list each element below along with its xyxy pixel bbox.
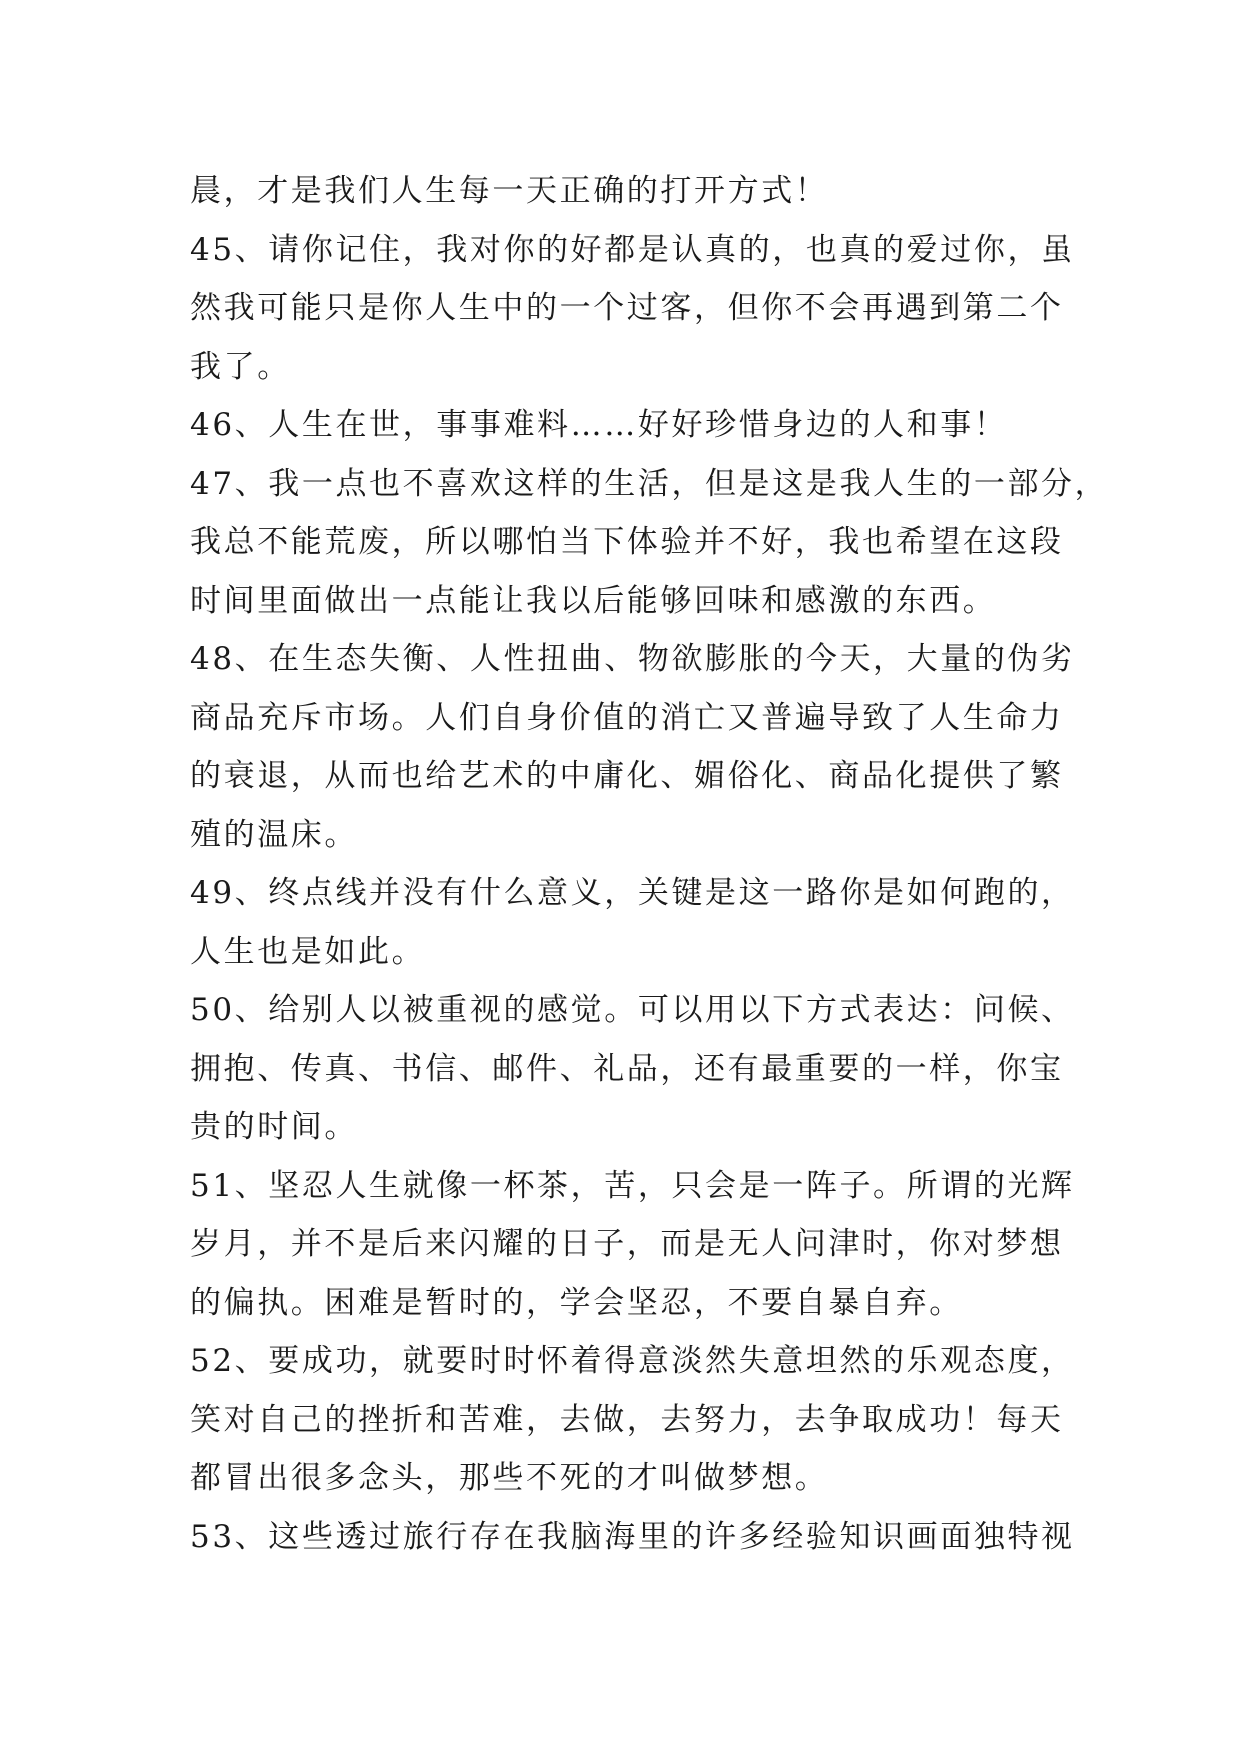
text-line: 我总不能荒废，所以哪怕当下体验并不好，我也希望在这段 — [190, 524, 1064, 560]
text-line: 殖的温床。 — [190, 816, 358, 853]
text-line: 人生也是如此。 — [190, 933, 426, 970]
text-line: 的衰退，从而也给艺术的中庸化、媚俗化、商品化提供了繁 — [190, 758, 1064, 794]
text-line: 商品充斥市场。人们自身价值的消亡又普遍导致了人生命力 — [190, 699, 1064, 736]
text-line: 49、终点线并没有什么意义，关键是这一路你是如何跑的， — [190, 875, 1075, 911]
text-line: 45、请你记住，我对你的好都是认真的，也真的爱过你，虽 — [190, 231, 1075, 268]
text-line: 然我可能只是你人生中的一个过客，但你不会再遇到第二个 — [190, 290, 1064, 326]
document-body — [190, 162, 1109, 1566]
text-line: 岁月，并不是后来闪耀的日子，而是无人问津时，你对梦想 — [190, 1226, 1064, 1262]
text-line: 50、给别人以被重视的感觉。可以用以下方式表达：问候、 — [190, 992, 1075, 1028]
text-line: 47、我一点也不喜欢这样的生活，但是这是我人生的一部分， — [190, 465, 1109, 502]
text-line: 52、要成功，就要时时怀着得意淡然失意坦然的乐观态度， — [190, 1343, 1075, 1379]
text-line: 我了。 — [190, 348, 291, 385]
text-line: 51、坚忍人生就像一杯茶，苦，只会是一阵子。所谓的光辉 — [190, 1167, 1075, 1204]
text-line: 53、这些透过旅行存在我脑海里的许多经验知识画面独特视 — [190, 1518, 1075, 1555]
text-line: 晨，才是我们人生每一天正确的打开方式！ — [190, 173, 829, 209]
text-line: 拥抱、传真、书信、邮件、礼品，还有最重要的一样，你宝 — [190, 1050, 1064, 1087]
text-line: 都冒出很多念头，那些不死的才叫做梦想。 — [190, 1460, 829, 1496]
text-line: 时间里面做出一点能让我以后能够回味和感激的东西。 — [190, 582, 997, 619]
text-line: 46、人生在世，事事难料……好好珍惜身边的人和事！ — [190, 407, 1008, 443]
text-line: 48、在生态失衡、人性扭曲、物欲膨胀的今天，大量的伪劣 — [190, 641, 1075, 677]
text-line: 贵的时间。 — [190, 1109, 358, 1145]
text-line: 笑对自己的挫折和苦难，去做，去努力，去争取成功！每天 — [190, 1401, 1064, 1438]
text-line: 的偏执。困难是暂时的，学会坚忍，不要自暴自弃。 — [190, 1284, 963, 1321]
